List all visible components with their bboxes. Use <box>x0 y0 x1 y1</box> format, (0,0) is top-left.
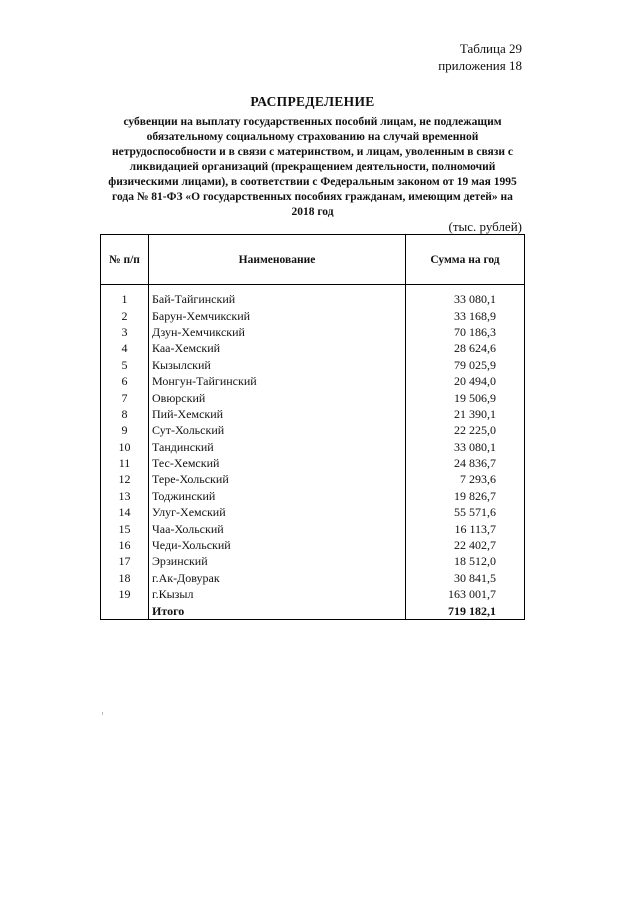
row-number: 3 <box>101 324 149 340</box>
row-number: 7 <box>101 389 149 405</box>
row-sum: 19 506,9 <box>406 389 525 405</box>
row-name: г.Кызыл <box>149 586 406 602</box>
row-name: Улуг-Хемский <box>149 504 406 520</box>
row-name: Чеди-Хольский <box>149 537 406 553</box>
row-sum: 163 001,7 <box>406 586 525 602</box>
row-sum: 79 025,9 <box>406 357 525 373</box>
row-name: Каа-Хемский <box>149 340 406 356</box>
row-number: 18 <box>101 570 149 586</box>
row-sum: 20 494,0 <box>406 373 525 389</box>
table-row <box>101 520 525 536</box>
table-row <box>101 373 525 389</box>
table-row <box>101 324 525 340</box>
table-row <box>101 291 525 307</box>
total-sum: 719 182,1 <box>406 602 525 619</box>
row-name: Тес-Хемский <box>149 455 406 471</box>
row-sum: 24 836,7 <box>406 455 525 471</box>
header-sum: Сумма на год <box>406 235 525 285</box>
total-label: Итого <box>149 602 406 619</box>
distribution-table <box>100 234 525 620</box>
appendix-number: приложения 18 <box>438 58 522 73</box>
row-number: 10 <box>101 439 149 455</box>
row-name: Овюрский <box>149 389 406 405</box>
row-sum: 55 571,6 <box>406 504 525 520</box>
total-row <box>101 602 525 619</box>
row-sum: 7 293,6 <box>406 471 525 487</box>
row-number: 6 <box>101 373 149 389</box>
document-heading <box>100 93 525 220</box>
row-name: Тандинский <box>149 439 406 455</box>
row-sum: 21 390,1 <box>406 406 525 422</box>
row-name: г.Ак-Довурак <box>149 570 406 586</box>
table-row <box>101 504 525 520</box>
total-number-cell <box>101 602 149 619</box>
row-sum: 30 841,5 <box>406 570 525 586</box>
row-sum: 33 168,9 <box>406 307 525 323</box>
row-sum: 22 402,7 <box>406 537 525 553</box>
table-row <box>101 422 525 438</box>
row-number: 14 <box>101 504 149 520</box>
row-number: 13 <box>101 488 149 504</box>
row-number: 9 <box>101 422 149 438</box>
row-name: Тоджинский <box>149 488 406 504</box>
row-sum: 70 186,3 <box>406 324 525 340</box>
units-label: (тыс. рублей) <box>448 219 522 234</box>
table-row <box>101 307 525 323</box>
header-name: Наименование <box>149 235 406 285</box>
row-number: 15 <box>101 520 149 536</box>
table-row <box>101 553 525 569</box>
row-number: 1 <box>101 291 149 307</box>
row-name: Бай-Тайгинский <box>149 291 406 307</box>
row-name: Дзун-Хемчикский <box>149 324 406 340</box>
row-sum: 33 080,1 <box>406 439 525 455</box>
row-name: Тере-Хольский <box>149 471 406 487</box>
row-name: Барун-Хемчикский <box>149 307 406 323</box>
row-sum: 18 512,0 <box>406 553 525 569</box>
table-row <box>101 389 525 405</box>
table-row <box>101 340 525 356</box>
row-name: Чаа-Хольский <box>149 520 406 536</box>
table-row <box>101 570 525 586</box>
row-number: 4 <box>101 340 149 356</box>
table-body <box>101 285 525 620</box>
document-title: РАСПРЕДЕЛЕНИЕ <box>250 94 375 109</box>
table-row <box>101 406 525 422</box>
row-name: Пий-Хемский <box>149 406 406 422</box>
row-number: 8 <box>101 406 149 422</box>
table-number: Таблица 29 <box>459 41 522 56</box>
table-header-row <box>101 235 525 285</box>
row-name: Монгун-Тайгинский <box>149 373 406 389</box>
row-name: Кызылский <box>149 357 406 373</box>
table-row <box>101 537 525 553</box>
table-row <box>101 471 525 487</box>
table-row <box>101 586 525 602</box>
table-row <box>101 439 525 455</box>
row-sum: 16 113,7 <box>406 520 525 536</box>
row-sum: 19 826,7 <box>406 488 525 504</box>
row-sum: 28 624,6 <box>406 340 525 356</box>
row-sum: 22 225,0 <box>406 422 525 438</box>
row-number: 5 <box>101 357 149 373</box>
row-number: 12 <box>101 471 149 487</box>
document-subtitle: субвенции на выплату государственных пособий лицам, не подлежащим обязательному социальному страхованию на случай временной нетрудоспособности и в связи с материнством, и лицам, уволенным в связи с ликвидацией организаций (прекращением деятельности, полномочий физическими лицами), в соответствии с Федеральным законом от 19 мая 1995 года № 81-ФЗ «О государственных пособиях гражданам, имеющим детей» на 2018 год <box>108 116 517 218</box>
row-name: Сут-Хольский <box>149 422 406 438</box>
scan-speck <box>102 712 103 715</box>
table-row <box>101 455 525 471</box>
row-number: 11 <box>101 455 149 471</box>
row-number: 17 <box>101 553 149 569</box>
table-row <box>101 488 525 504</box>
row-name: Эрзинский <box>149 553 406 569</box>
row-sum: 33 080,1 <box>406 291 525 307</box>
table-row <box>101 357 525 373</box>
row-number: 19 <box>101 586 149 602</box>
row-number: 16 <box>101 537 149 553</box>
row-number: 2 <box>101 307 149 323</box>
document-reference <box>438 40 522 74</box>
header-number: № п/п <box>101 235 149 285</box>
